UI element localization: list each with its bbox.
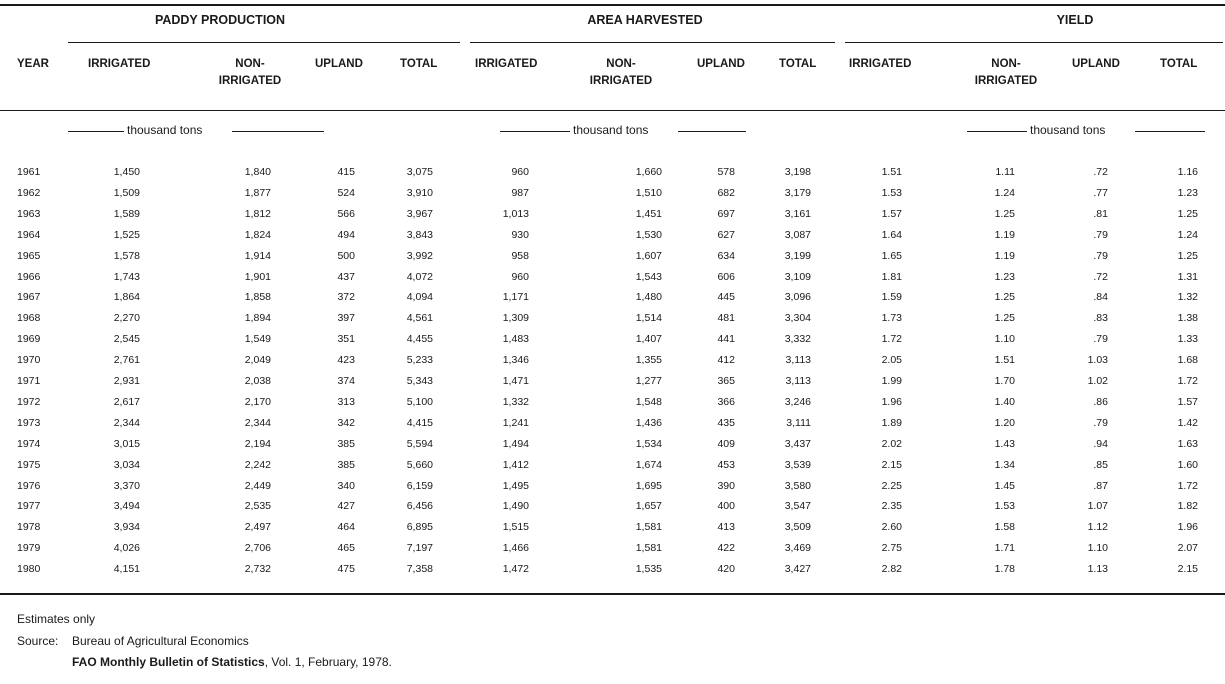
cell-paddy-total: 5,100 — [406, 395, 433, 408]
cell-yield-non-irrigated: 1.71 — [994, 542, 1015, 555]
cell-yield-total: 2.07 — [1177, 542, 1198, 555]
cell-year: 1971 — [17, 375, 41, 387]
cell-area-total: 3,113 — [785, 354, 811, 367]
cell-yield-irrigated: 1.65 — [881, 249, 902, 262]
cell-yield-non-irrigated: 1.23 — [994, 270, 1015, 283]
cell-paddy-upland: 500 — [337, 249, 355, 262]
cell-area-upland: 481 — [717, 312, 735, 325]
cell-yield-non-irrigated: 1.70 — [994, 375, 1015, 387]
cell-yield-non-irrigated: 1.10 — [994, 333, 1015, 346]
cell-yield-total: 1.25 — [1177, 249, 1198, 262]
cell-year: 1963 — [17, 207, 41, 220]
cell-paddy-non-irrigated: 2,732 — [244, 563, 271, 576]
cell-yield-non-irrigated: 1.19 — [994, 249, 1015, 262]
cell-paddy-total: 7,197 — [406, 542, 433, 555]
cell-paddy-upland: 524 — [337, 186, 355, 199]
cell-yield-non-irrigated: 1.40 — [994, 395, 1015, 408]
cell-yield-irrigated: 1.57 — [881, 207, 902, 220]
cell-area-upland: 435 — [717, 416, 735, 429]
header-paddy-total: TOTAL — [400, 58, 438, 70]
header-yield-total: TOTAL — [1160, 58, 1198, 70]
cell-area-total: 3,113 — [785, 375, 811, 387]
cell-year: 1964 — [17, 228, 41, 241]
header-line: IRRIGATED — [218, 75, 282, 87]
cell-paddy-irrigated: 2,545 — [113, 333, 140, 346]
cell-area-irrigated: 1,471 — [502, 375, 529, 387]
cell-paddy-upland: 372 — [337, 291, 355, 304]
cell-area-upland: 634 — [717, 249, 735, 262]
bottom-rule — [0, 593, 1225, 595]
cell-area-total: 3,161 — [784, 207, 811, 220]
cell-paddy-non-irrigated: 2,706 — [244, 542, 271, 555]
cell-area-total: 3,547 — [784, 500, 811, 513]
header-area-upland: UPLAND — [697, 58, 745, 70]
cell-yield-upland: 1.07 — [1087, 500, 1108, 513]
cell-paddy-upland: 566 — [337, 207, 355, 220]
cell-year: 1970 — [17, 354, 41, 367]
cell-area-non-irrigated: 1,436 — [635, 416, 662, 429]
cell-area-irrigated: 1,013 — [502, 207, 529, 220]
cell-paddy-irrigated: 4,026 — [113, 542, 140, 555]
cell-year: 1973 — [17, 416, 41, 429]
cell-area-irrigated: 1,515 — [502, 521, 529, 534]
cell-year: 1965 — [17, 249, 41, 262]
cell-area-upland: 413 — [717, 521, 735, 534]
cell-area-upland: 445 — [717, 291, 735, 304]
cell-yield-total: 1.82 — [1177, 500, 1198, 513]
header-area-irrigated: IRRIGATED — [475, 58, 538, 70]
cell-area-upland: 400 — [717, 500, 735, 513]
cell-area-upland: 453 — [717, 458, 735, 471]
cell-area-irrigated: 987 — [511, 186, 529, 199]
cell-yield-upland: .87 — [1093, 479, 1108, 492]
cell-area-total: 3,580 — [784, 479, 811, 492]
cell-paddy-irrigated: 1,864 — [113, 291, 140, 304]
cell-paddy-irrigated: 1,450 — [113, 166, 140, 178]
cell-area-upland: 682 — [717, 186, 735, 199]
cell-area-non-irrigated: 1,277 — [635, 375, 662, 387]
cell-area-total: 3,304 — [784, 312, 811, 325]
cell-yield-upland: .85 — [1093, 458, 1108, 471]
cell-area-total: 3,096 — [784, 291, 811, 304]
cell-yield-total: 1.23 — [1177, 186, 1198, 199]
cell-yield-total: 1.24 — [1177, 228, 1198, 241]
cell-yield-upland: .79 — [1093, 249, 1108, 262]
cell-paddy-total: 4,094 — [406, 291, 433, 304]
cell-area-non-irrigated: 1,607 — [635, 249, 662, 262]
cell-area-non-irrigated: 1,530 — [635, 228, 662, 241]
cell-yield-upland: .86 — [1093, 395, 1108, 408]
cell-yield-irrigated: 1.89 — [881, 416, 902, 429]
cell-yield-irrigated: 2.82 — [881, 563, 902, 576]
header-area-total: TOTAL — [779, 58, 817, 70]
cell-area-upland: 412 — [717, 354, 735, 367]
cell-yield-upland: .79 — [1093, 416, 1108, 429]
header-line: IRRIGATED — [974, 75, 1038, 87]
cell-area-upland: 390 — [717, 479, 735, 492]
cell-paddy-total: 3,075 — [406, 166, 433, 178]
cell-paddy-non-irrigated: 2,049 — [244, 354, 271, 367]
cell-paddy-upland: 415 — [337, 166, 355, 178]
cell-yield-non-irrigated: 1.51 — [994, 354, 1015, 367]
note-fao-reference — [72, 655, 392, 669]
cell-yield-non-irrigated: 1.24 — [994, 186, 1015, 199]
cell-area-non-irrigated: 1,407 — [635, 333, 662, 346]
cell-paddy-non-irrigated: 1,812 — [244, 207, 271, 220]
cell-paddy-total: 6,159 — [406, 479, 433, 492]
cell-paddy-non-irrigated: 2,194 — [244, 437, 271, 450]
cell-yield-non-irrigated: 1.45 — [994, 479, 1015, 492]
cell-yield-non-irrigated: 1.25 — [994, 312, 1015, 325]
cell-area-non-irrigated: 1,581 — [635, 521, 662, 534]
cell-paddy-non-irrigated: 1,894 — [244, 312, 271, 325]
group-area-harvested: AREA HARVESTED — [587, 13, 703, 27]
cell-paddy-non-irrigated: 2,449 — [244, 479, 271, 492]
cell-area-non-irrigated: 1,480 — [635, 291, 662, 304]
cell-yield-upland: .77 — [1093, 186, 1108, 199]
cell-area-total: 3,199 — [784, 249, 811, 262]
cell-area-upland: 365 — [717, 375, 735, 387]
cell-paddy-irrigated: 3,015 — [113, 437, 140, 450]
cell-paddy-non-irrigated: 1,877 — [244, 186, 271, 199]
cell-area-non-irrigated: 1,657 — [635, 500, 662, 513]
cell-yield-irrigated: 1.53 — [881, 186, 902, 199]
note-fao-detail: , Vol. 1, February, 1978. — [264, 655, 392, 669]
cell-year: 1968 — [17, 312, 41, 325]
cell-paddy-upland: 342 — [337, 416, 355, 429]
cell-area-irrigated: 958 — [511, 249, 529, 262]
cell-yield-upland: 1.13 — [1087, 563, 1108, 576]
cell-paddy-irrigated: 2,617 — [113, 395, 140, 408]
group-paddy-production: PADDY PRODUCTION — [154, 13, 286, 27]
cell-yield-total: 2.15 — [1177, 563, 1198, 576]
cell-yield-non-irrigated: 1.58 — [994, 521, 1015, 534]
header-yield-upland: UPLAND — [1072, 58, 1120, 70]
cell-yield-upland: .94 — [1093, 437, 1108, 450]
cell-paddy-upland: 340 — [337, 479, 355, 492]
cell-area-irrigated: 1,495 — [502, 479, 529, 492]
note-fao-title: FAO Monthly Bulletin of Statistics — [72, 655, 265, 669]
cell-paddy-total: 6,456 — [406, 500, 433, 513]
header-paddy-upland: UPLAND — [315, 58, 363, 70]
cell-area-total: 3,111 — [786, 416, 811, 429]
cell-year: 1962 — [17, 186, 41, 199]
cell-paddy-irrigated: 2,931 — [113, 375, 140, 387]
cell-yield-upland: .84 — [1093, 291, 1108, 304]
cell-area-irrigated: 1,346 — [502, 354, 529, 367]
cell-area-total: 3,109 — [784, 270, 811, 283]
cell-yield-total: 1.42 — [1177, 416, 1198, 429]
cell-yield-non-irrigated: 1.78 — [994, 563, 1015, 576]
cell-paddy-upland: 465 — [337, 542, 355, 555]
cell-yield-non-irrigated: 1.11 — [995, 166, 1015, 178]
cell-yield-non-irrigated: 1.34 — [994, 458, 1015, 471]
cell-yield-irrigated: 1.64 — [881, 228, 902, 241]
cell-yield-irrigated: 2.15 — [881, 458, 902, 471]
cell-area-total: 3,509 — [784, 521, 811, 534]
cell-yield-irrigated: 1.59 — [881, 291, 902, 304]
cell-area-total: 3,539 — [784, 458, 811, 471]
cell-yield-irrigated: 2.05 — [881, 354, 902, 367]
cell-paddy-non-irrigated: 2,344 — [244, 416, 271, 429]
cell-area-total: 3,179 — [784, 186, 811, 199]
cell-paddy-irrigated: 1,743 — [113, 270, 140, 283]
header-line: IRRIGATED — [589, 75, 653, 87]
header-line: NON- — [606, 58, 636, 70]
cell-paddy-upland: 437 — [337, 270, 355, 283]
cell-area-non-irrigated: 1,355 — [635, 354, 662, 367]
cell-paddy-irrigated: 3,370 — [113, 479, 140, 492]
cell-area-upland: 422 — [717, 542, 735, 555]
cell-year: 1972 — [17, 395, 41, 408]
cell-area-non-irrigated: 1,514 — [635, 312, 662, 325]
cell-paddy-total: 6,895 — [406, 521, 433, 534]
cell-area-total: 3,332 — [784, 333, 811, 346]
cell-area-non-irrigated: 1,548 — [635, 395, 662, 408]
cell-year: 1980 — [17, 563, 41, 576]
cell-area-irrigated: 960 — [511, 166, 529, 178]
cell-year: 1961 — [17, 166, 41, 178]
cell-paddy-non-irrigated: 1,840 — [244, 166, 271, 178]
cell-area-total: 3,437 — [784, 437, 811, 450]
cell-paddy-total: 4,415 — [406, 416, 433, 429]
cell-paddy-non-irrigated: 2,497 — [244, 521, 271, 534]
cell-year: 1978 — [17, 521, 41, 534]
cell-yield-non-irrigated: 1.20 — [994, 416, 1015, 429]
cell-paddy-non-irrigated: 2,170 — [244, 395, 271, 408]
cell-paddy-irrigated: 2,761 — [113, 354, 140, 367]
cell-paddy-non-irrigated: 2,242 — [244, 458, 271, 471]
cell-yield-upland: 1.12 — [1087, 521, 1108, 534]
unit-label-paddy: thousand tons — [127, 123, 203, 137]
cell-paddy-total: 3,910 — [406, 186, 433, 199]
cell-year: 1977 — [17, 500, 41, 513]
cell-area-upland: 420 — [717, 563, 735, 576]
cell-paddy-total: 4,561 — [406, 312, 433, 325]
cell-paddy-upland: 427 — [337, 500, 355, 513]
cell-yield-irrigated: 2.60 — [881, 521, 902, 534]
note-source-label: Source: — [17, 634, 59, 648]
header-year: YEAR — [17, 58, 49, 70]
cell-yield-total: 1.96 — [1177, 521, 1198, 534]
cell-paddy-upland: 397 — [337, 312, 355, 325]
cell-paddy-non-irrigated: 1,824 — [244, 228, 271, 241]
cell-area-irrigated: 1,241 — [502, 416, 529, 429]
cell-yield-upland: 1.02 — [1087, 375, 1108, 387]
cell-paddy-upland: 351 — [337, 333, 355, 346]
cell-yield-upland: .83 — [1093, 312, 1108, 325]
unit-label-area: thousand tons — [573, 123, 649, 137]
cell-paddy-total: 5,594 — [406, 437, 433, 450]
cell-yield-irrigated: 1.81 — [881, 270, 902, 283]
cell-paddy-irrigated: 1,578 — [113, 249, 140, 262]
cell-paddy-irrigated: 1,525 — [113, 228, 140, 241]
cell-area-total: 3,427 — [784, 563, 811, 576]
cell-yield-irrigated: 2.75 — [881, 542, 902, 555]
cell-year: 1975 — [17, 458, 41, 471]
note-source-text: Bureau of Agricultural Economics — [72, 634, 249, 648]
cell-paddy-non-irrigated: 1,914 — [244, 249, 271, 262]
cell-yield-irrigated: 1.73 — [881, 312, 902, 325]
cell-yield-total: 1.38 — [1177, 312, 1198, 325]
cell-area-non-irrigated: 1,510 — [635, 186, 662, 199]
cell-yield-upland: 1.03 — [1087, 354, 1108, 367]
cell-area-non-irrigated: 1,535 — [635, 563, 662, 576]
cell-area-irrigated: 1,332 — [502, 395, 529, 408]
header-yield-irrigated: IRRIGATED — [849, 58, 912, 70]
cell-area-upland: 441 — [717, 333, 735, 346]
cell-yield-irrigated: 1.99 — [881, 375, 902, 387]
cell-area-non-irrigated: 1,660 — [635, 166, 662, 178]
cell-area-upland: 627 — [717, 228, 735, 241]
cell-yield-total: 1.31 — [1177, 270, 1198, 283]
cell-yield-non-irrigated: 1.25 — [994, 207, 1015, 220]
cell-paddy-irrigated: 3,034 — [113, 458, 140, 471]
cell-area-irrigated: 1,472 — [502, 563, 529, 576]
cell-yield-upland: .79 — [1093, 228, 1108, 241]
cell-paddy-irrigated: 2,344 — [113, 416, 140, 429]
cell-area-irrigated: 1,412 — [502, 458, 529, 471]
cell-area-irrigated: 930 — [511, 228, 529, 241]
note-estimates: Estimates only — [17, 612, 96, 626]
header-line: NON- — [235, 58, 265, 70]
cell-yield-total: 1.63 — [1177, 437, 1198, 450]
cell-paddy-upland: 475 — [337, 563, 355, 576]
cell-yield-total: 1.72 — [1177, 375, 1198, 387]
cell-paddy-upland: 313 — [337, 395, 355, 408]
cell-paddy-upland: 385 — [337, 458, 355, 471]
cell-paddy-irrigated: 3,934 — [113, 521, 140, 534]
cell-paddy-total: 4,072 — [406, 270, 433, 283]
cell-area-irrigated: 1,483 — [502, 333, 529, 346]
cell-yield-total: 1.33 — [1177, 333, 1198, 346]
header-paddy-irrigated: IRRIGATED — [88, 58, 151, 70]
cell-paddy-total: 3,843 — [406, 228, 433, 241]
cell-area-upland: 409 — [717, 437, 735, 450]
cell-area-upland: 697 — [717, 207, 735, 220]
cell-area-irrigated: 1,171 — [502, 291, 529, 304]
cell-area-total: 3,469 — [784, 542, 811, 555]
cell-yield-total: 1.68 — [1177, 354, 1198, 367]
unit-label-yield: thousand tons — [1030, 123, 1106, 137]
cell-area-non-irrigated: 1,534 — [635, 437, 662, 450]
cell-year: 1974 — [17, 437, 41, 450]
cell-yield-irrigated: 2.25 — [881, 479, 902, 492]
cell-paddy-upland: 374 — [337, 375, 355, 387]
cell-yield-total: 1.25 — [1177, 207, 1198, 220]
cell-yield-upland: .72 — [1093, 270, 1108, 283]
cell-area-irrigated: 1,466 — [502, 542, 529, 555]
cell-area-non-irrigated: 1,695 — [635, 479, 662, 492]
cell-paddy-irrigated: 1,509 — [113, 186, 140, 199]
cell-area-irrigated: 1,309 — [502, 312, 529, 325]
cell-yield-total: 1.32 — [1177, 291, 1198, 304]
cell-yield-total: 1.57 — [1177, 395, 1198, 408]
cell-year: 1969 — [17, 333, 41, 346]
cell-paddy-upland: 385 — [337, 437, 355, 450]
cell-year: 1967 — [17, 291, 41, 304]
cell-area-total: 3,246 — [784, 395, 811, 408]
cell-paddy-non-irrigated: 2,038 — [244, 375, 271, 387]
cell-area-total: 3,198 — [784, 166, 811, 178]
cell-paddy-total: 4,455 — [406, 333, 433, 346]
cell-yield-non-irrigated: 1.43 — [994, 437, 1015, 450]
cell-yield-total: 1.72 — [1177, 479, 1198, 492]
cell-area-non-irrigated: 1,543 — [635, 270, 662, 283]
cell-year: 1976 — [17, 479, 41, 492]
cell-paddy-total: 3,967 — [406, 207, 433, 220]
cell-paddy-irrigated: 1,589 — [113, 207, 140, 220]
cell-paddy-total: 5,343 — [406, 375, 433, 387]
cell-yield-irrigated: 1.51 — [881, 166, 902, 178]
cell-paddy-total: 5,233 — [406, 354, 433, 367]
cell-yield-irrigated: 1.72 — [881, 333, 902, 346]
cell-area-irrigated: 960 — [511, 270, 529, 283]
cell-paddy-irrigated: 4,151 — [113, 563, 140, 576]
cell-area-non-irrigated: 1,581 — [635, 542, 662, 555]
cell-paddy-non-irrigated: 1,858 — [244, 291, 271, 304]
cell-paddy-total: 3,992 — [406, 249, 433, 262]
cell-yield-upland: 1.10 — [1087, 542, 1108, 555]
cell-yield-irrigated: 2.35 — [881, 500, 902, 513]
cell-area-upland: 606 — [717, 270, 735, 283]
cell-year: 1966 — [17, 270, 41, 283]
cell-yield-non-irrigated: 1.53 — [994, 500, 1015, 513]
cell-yield-total: 1.16 — [1177, 166, 1198, 178]
cell-paddy-irrigated: 3,494 — [113, 500, 140, 513]
cell-paddy-non-irrigated: 1,549 — [244, 333, 271, 346]
group-yield: YIELD — [1056, 13, 1094, 27]
cell-yield-irrigated: 2.02 — [881, 437, 902, 450]
cell-area-non-irrigated: 1,674 — [635, 458, 662, 471]
cell-yield-irrigated: 1.96 — [881, 395, 902, 408]
cell-area-non-irrigated: 1,451 — [635, 207, 662, 220]
cell-area-total: 3,087 — [784, 228, 811, 241]
cell-paddy-upland: 423 — [337, 354, 355, 367]
cell-area-upland: 578 — [717, 166, 735, 178]
cell-yield-upland: .81 — [1093, 207, 1108, 220]
cell-paddy-upland: 464 — [337, 521, 355, 534]
cell-paddy-upland: 494 — [337, 228, 355, 241]
header-line: NON- — [991, 58, 1021, 70]
cell-paddy-total: 7,358 — [406, 563, 433, 576]
cell-area-irrigated: 1,490 — [502, 500, 529, 513]
cell-paddy-non-irrigated: 1,901 — [244, 270, 271, 283]
cell-yield-upland: .79 — [1093, 333, 1108, 346]
cell-paddy-irrigated: 2,270 — [113, 312, 140, 325]
cell-year: 1979 — [17, 542, 41, 555]
cell-paddy-total: 5,660 — [406, 458, 433, 471]
cell-yield-upland: .72 — [1093, 166, 1108, 178]
cell-yield-total: 1.60 — [1177, 458, 1198, 471]
cell-yield-non-irrigated: 1.19 — [994, 228, 1015, 241]
cell-paddy-non-irrigated: 2,535 — [244, 500, 271, 513]
cell-area-upland: 366 — [717, 395, 735, 408]
cell-area-irrigated: 1,494 — [502, 437, 529, 450]
cell-yield-non-irrigated: 1.25 — [994, 291, 1015, 304]
